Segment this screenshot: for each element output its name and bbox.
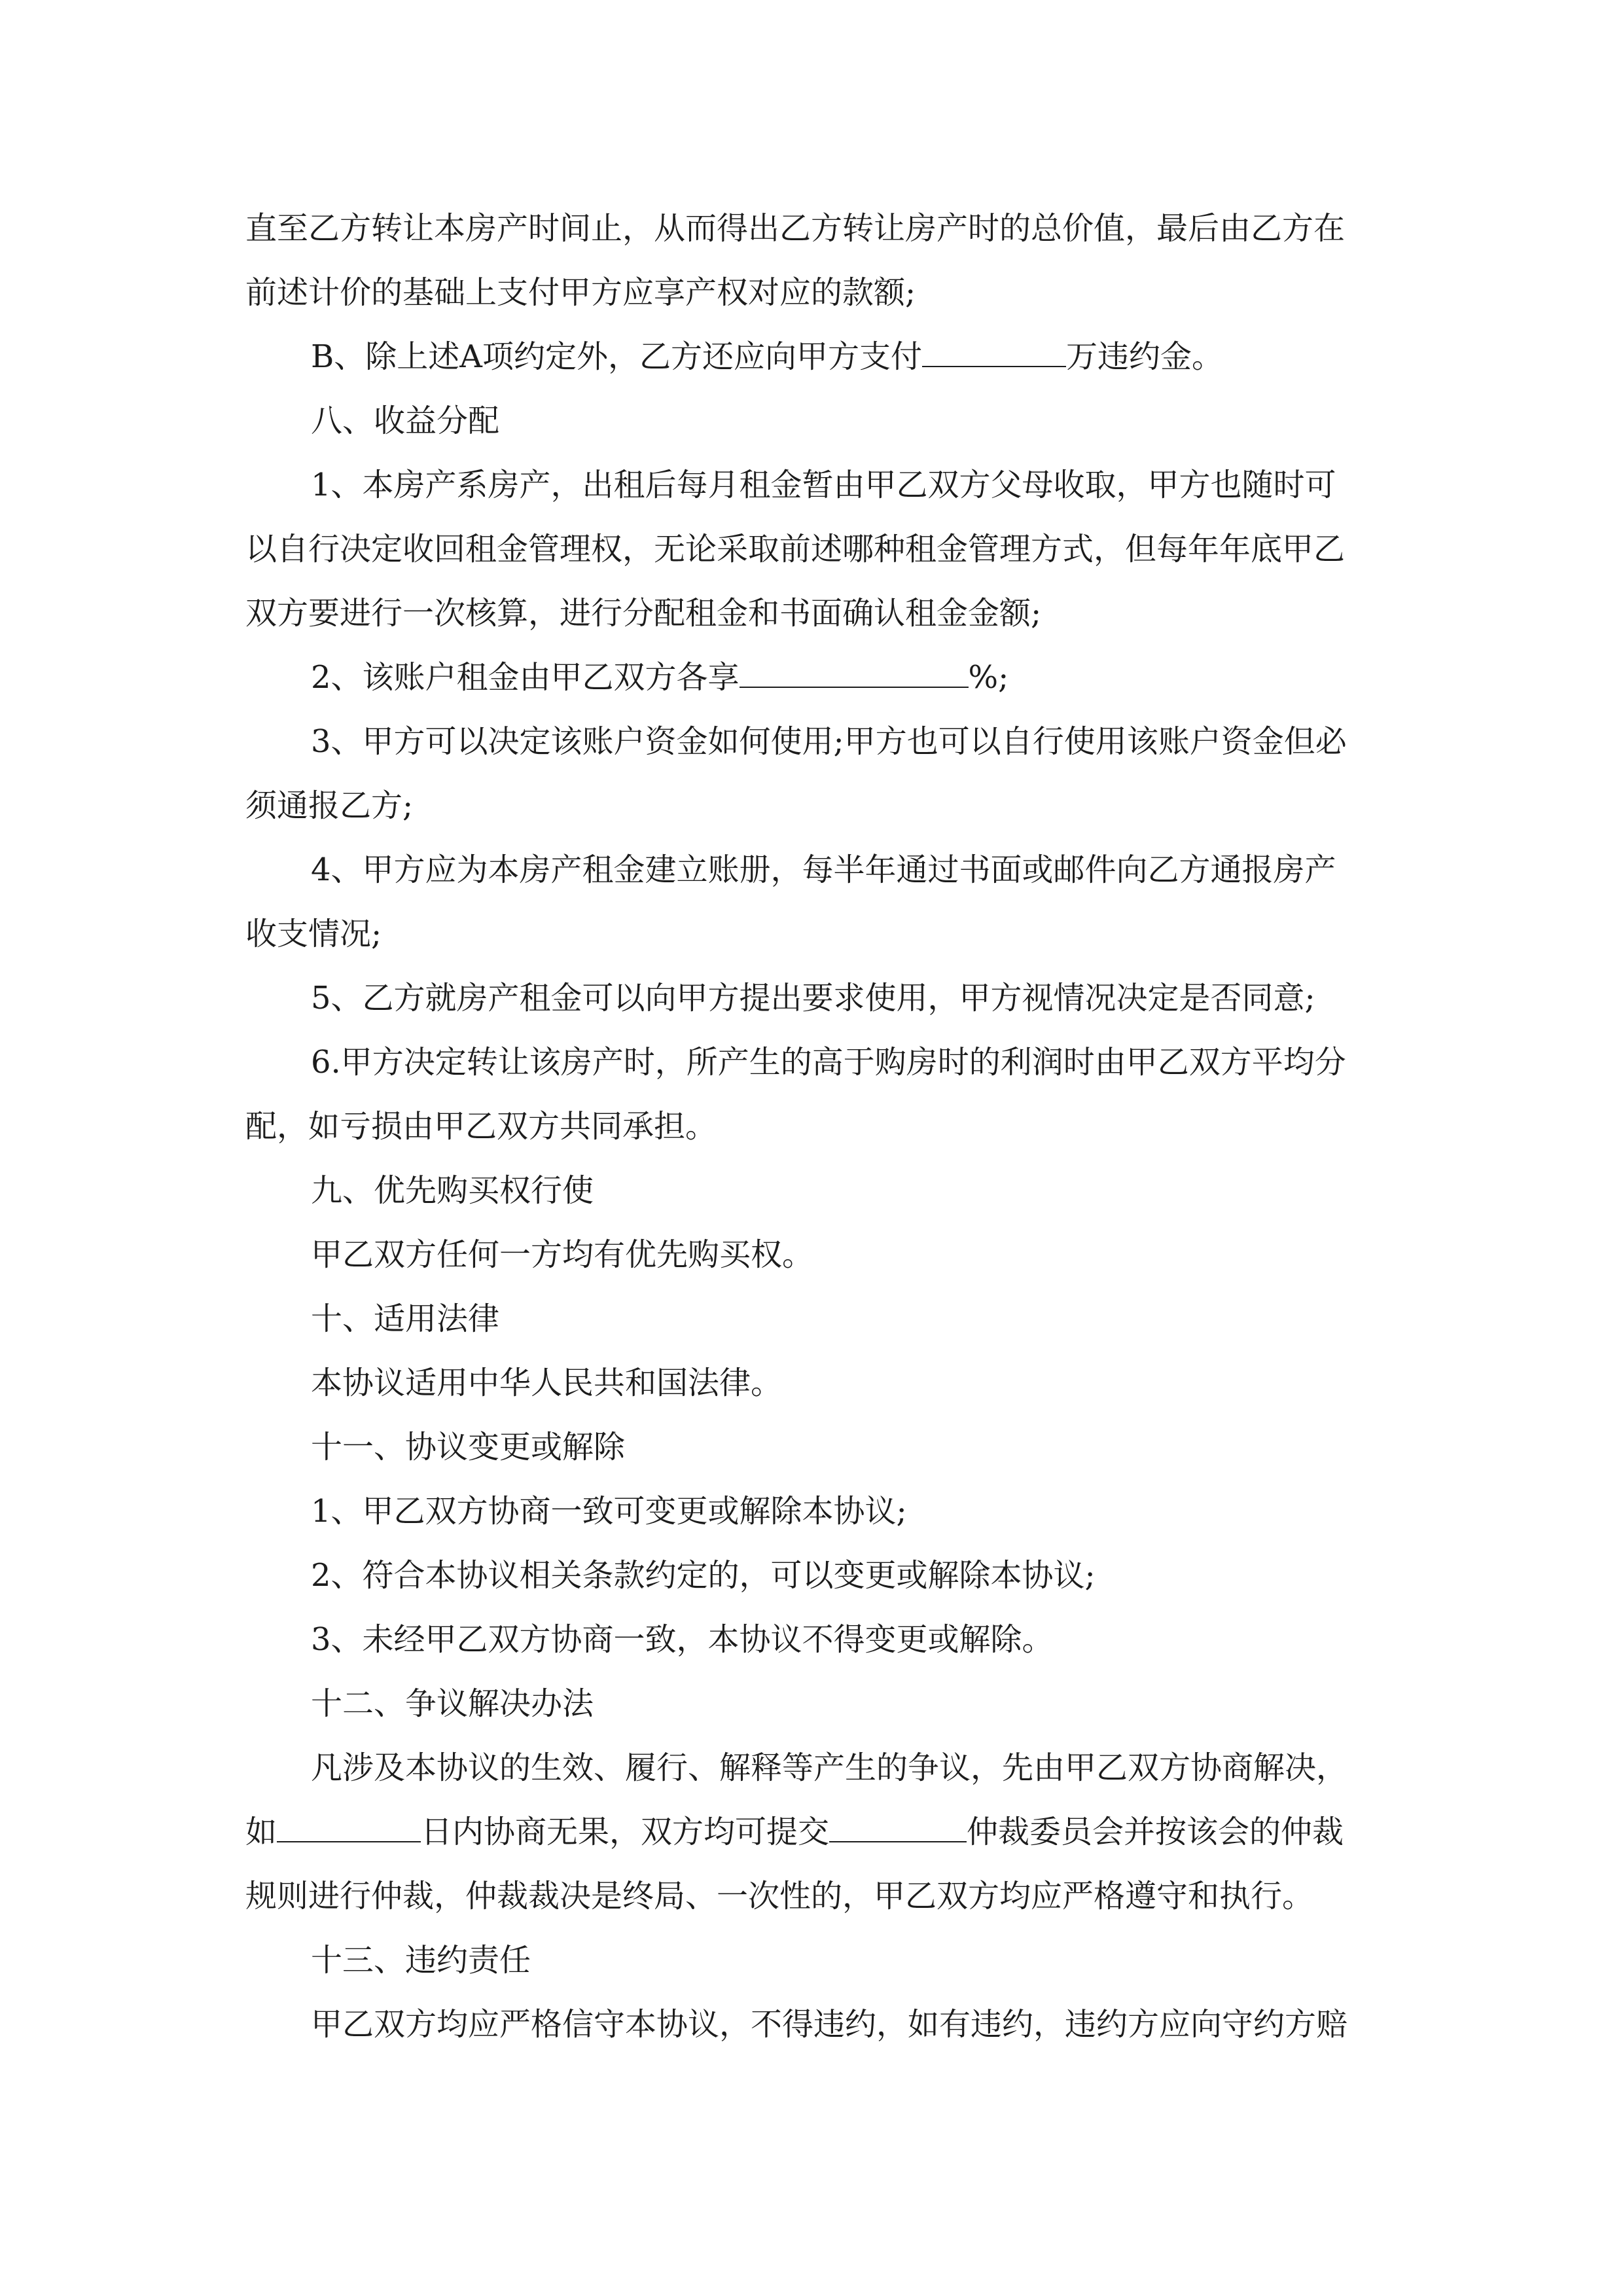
paragraph-line: 直至乙方转让本房产时间止，从而得出乙方转让房产时的总价值，最后由乙方在	[245, 210, 1346, 247]
paragraph-line: 以自行决定收回租金管理权，无论采取前述哪种租金管理方式，但每年年底甲乙	[245, 531, 1346, 567]
blank-penalty-amount	[922, 340, 1066, 367]
paragraph-line: 5、乙方就房产租金可以向甲方提出要求使用，甲方视情况决定是否同意;	[311, 980, 1315, 1016]
clause-b	[245, 325, 1378, 389]
blank-arbitration-body	[829, 1815, 967, 1842]
document-body	[245, 196, 1378, 2056]
paragraph-line: 1、本房产系房产，出租后每月租金暂由甲乙双方父母收取，甲方也随时可	[311, 467, 1336, 503]
section-heading-11: 十一、协议变更或解除	[311, 1429, 626, 1465]
paragraph-line: 甲乙双方任何一方均有优先购买权。	[311, 1236, 814, 1273]
clause-arbitration-prefix: 如	[245, 1814, 277, 1850]
section-heading-10: 十、适用法律	[311, 1300, 500, 1337]
clause-share-suffix: %;	[968, 659, 1009, 696]
paragraph-line: 双方要进行一次核算，进行分配租金和书面确认租金金额;	[245, 595, 1042, 632]
paragraph-line: 6.甲方决定转让该房产时，所产生的高于购房时的利润时由甲乙双方平均分	[311, 1044, 1346, 1081]
paragraph-line: 4、甲方应为本房产租金建立账册，每半年通过书面或邮件向乙方通报房产	[311, 852, 1336, 888]
paragraph-line: 3、甲方可以决定该账户资金如何使用;甲方也可以自行使用该账户资金但必	[311, 723, 1347, 760]
paragraph-line: 规则进行仲裁，仲裁裁决是终局、一次性的，甲乙双方均应严格遵守和执行。	[245, 1878, 1314, 1914]
clause-share-text: 2、该账户租金由甲乙双方各享	[311, 659, 740, 696]
paragraph-line: 本协议适用中华人民共和国法律。	[311, 1365, 783, 1401]
section-heading-13: 十三、违约责任	[311, 1942, 531, 1979]
paragraph-line: 2、符合本协议相关条款约定的，可以变更或解除本协议;	[311, 1557, 1096, 1594]
paragraph-line: 须通报乙方;	[245, 787, 414, 824]
paragraph-line: 3、未经甲乙双方协商一致，本协议不得变更或解除。	[311, 1621, 1054, 1658]
paragraph-line: 前述计价的基础上支付甲方应享产权对应的款额;	[245, 274, 916, 311]
section-heading-12: 十二、争议解决办法	[311, 1685, 594, 1722]
clause-b-suffix: 万违约金。	[1065, 338, 1223, 375]
paragraph-line: 配，如亏损由甲乙双方共同承担。	[245, 1108, 717, 1145]
clause-arbitration	[245, 1800, 1378, 1864]
paragraph-line: 收支情况;	[245, 916, 382, 952]
paragraph-line: 1、甲乙双方协商一致可变更或解除本协议;	[311, 1493, 907, 1530]
clause-arbitration-mid: 日内协商无果，双方均可提交	[421, 1814, 830, 1850]
blank-days	[277, 1815, 421, 1842]
clause-arbitration-suffix: 仲裁委员会并按该会的仲裁	[967, 1814, 1344, 1850]
section-heading-9: 九、优先购买权行使	[311, 1172, 594, 1209]
clause-b-text: B、除上述A项约定外，乙方还应向甲方支付	[311, 338, 922, 375]
section-heading-8: 八、收益分配	[311, 403, 500, 439]
clause-share	[245, 645, 1378, 709]
paragraph-line: 甲乙双方均应严格信守本协议，不得违约，如有违约，违约方应向守约方赔	[311, 2006, 1348, 2043]
paragraph-line: 凡涉及本协议的生效、履行、解释等产生的争议，先由甲乙双方协商解决，	[311, 1749, 1348, 1786]
blank-share-percent	[740, 660, 969, 688]
